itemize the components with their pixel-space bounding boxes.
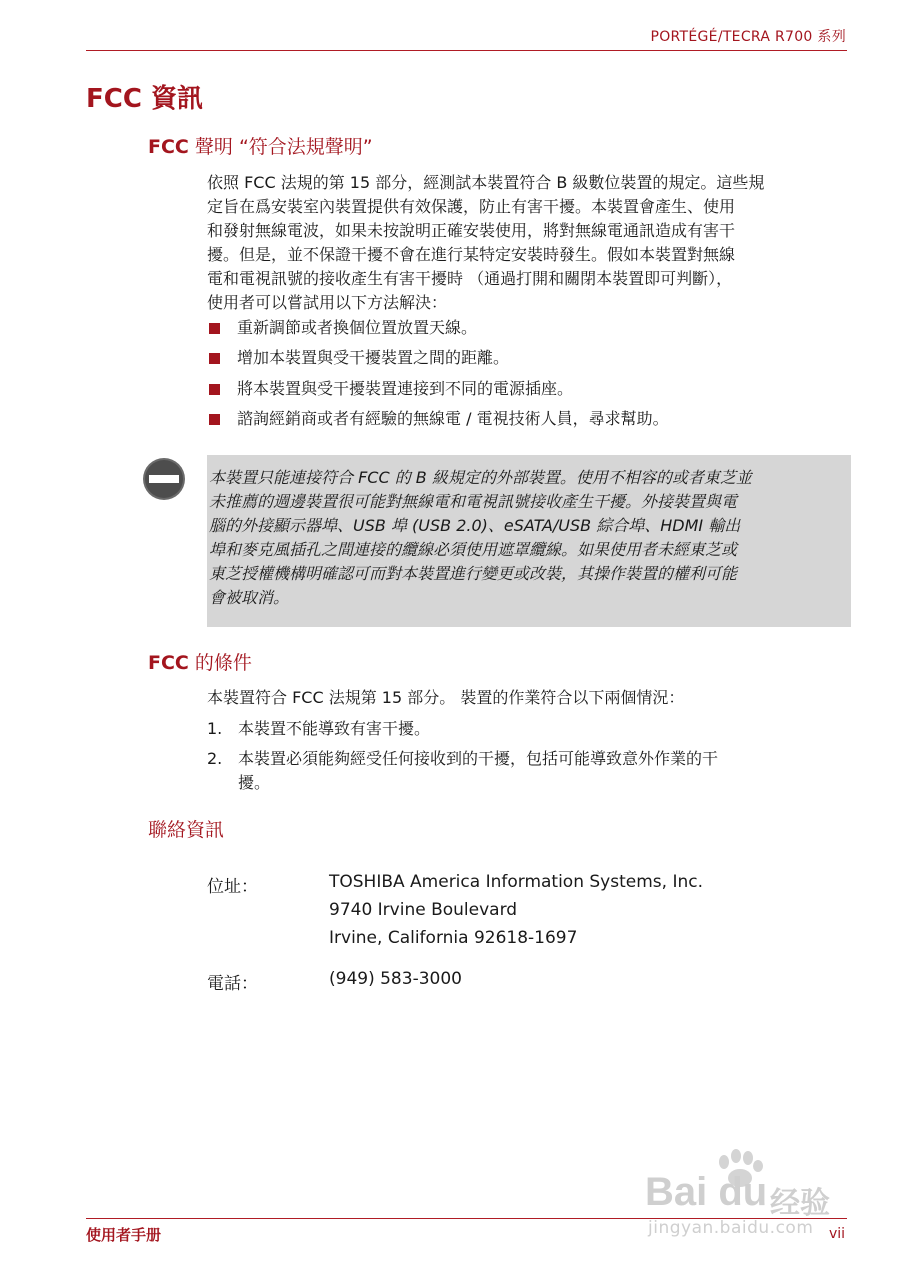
paragraph-line: 依照 FCC 法規的第 15 部分，經測試本裝置符合 B 級數位裝置的規定。這些規: [207, 173, 765, 192]
baidu-watermark: [640, 1148, 855, 1248]
address-line: 9740 Irvine Boulevard: [329, 900, 518, 920]
bullet-square-icon: [209, 323, 220, 334]
numbered-item: [207, 717, 827, 741]
bullet-text: 增加本裝置與受干擾裝置之間的距離。: [237, 348, 510, 367]
paragraph-line: 擾。但是，並不保證干擾不會在進行某特定安裝時發生。假如本裝置對無線: [207, 245, 736, 264]
bullet-item: [209, 347, 849, 369]
paragraph-line: 電和電視訊號的接收產生有害干擾時 （通過打開和關閉本裝置即可判斷），: [207, 269, 733, 288]
conditions-heading-bold: FCC: [148, 652, 189, 674]
item-text: 擾。: [238, 773, 271, 792]
bullet-item: [209, 378, 849, 400]
footer-divider: [86, 1218, 847, 1219]
watermark-url: jingyan.baidu.com: [648, 1218, 814, 1238]
watermark-chinese: 经验: [770, 1186, 830, 1221]
bullet-square-icon: [209, 353, 220, 364]
bullet-square-icon: [209, 384, 220, 395]
note-line: 埠和麥克風插孔之間連接的纜線必須使用遮罩纜線。如果使用者未經東芝或: [209, 540, 738, 559]
conditions-intro: 本裝置符合 FCC 法規第 15 部分。 裝置的作業符合以下兩個情況：: [207, 688, 685, 707]
note-line: 未推薦的週邊裝置很可能對無線電和電視訊號接收產生干擾。外接裝置與電: [209, 492, 738, 511]
item-text: 本裝置不能導致有害干擾。: [238, 719, 431, 738]
paragraph-line: 定旨在爲安裝室內裝置提供有效保護，防止有害干擾。本裝置會產生、使用: [207, 197, 736, 216]
address-line: Irvine, California 92618-1697: [329, 928, 578, 948]
watermark-brand: Bai du: [645, 1170, 768, 1214]
statement-heading: [148, 132, 373, 159]
statement-paragraph: [207, 171, 852, 315]
bullet-item: [209, 408, 849, 430]
item-number: 1.: [207, 719, 223, 738]
bullet-text: 將本裝置與受干擾裝置連接到不同的電源插座。: [237, 379, 574, 398]
statement-heading-bold: FCC: [148, 136, 189, 158]
contact-heading: 聯絡資訊: [148, 819, 225, 841]
note-line: 會被取消。: [209, 588, 290, 607]
item-text: 本裝置必須能夠經受任何接收到的干擾，包括可能導致意外作業的干: [238, 749, 719, 768]
section-title: FCC 資訊: [86, 84, 203, 114]
note-line: 東芝授權機構明確認可而對本裝置進行變更或改裝，其操作裝置的權利可能: [209, 564, 738, 583]
header-divider: [86, 50, 847, 51]
page-number: vii: [829, 1226, 846, 1242]
paragraph-line: 和發射無線電波，如果未按說明正確安裝使用，將對無線電通訊造成有害干: [207, 221, 736, 240]
conditions-heading-text: 的條件: [188, 652, 252, 674]
running-header-title: PORTÉGÉ/TECRA R700 系列: [650, 29, 846, 45]
note-line: 腦的外接顯示器埠、USB 埠 (USB 2.0)、eSATA/USB 綜合埠、HDMI 輸出: [209, 516, 741, 535]
statement-heading-text: 聲明 “符合法規聲明”: [188, 136, 373, 158]
bullet-text: 重新調節或者換個位置放置天線。: [237, 318, 478, 337]
paragraph-line: 使用者可以嘗試用以下方法解決：: [207, 293, 448, 312]
footer-label: 使用者手册: [86, 1226, 162, 1244]
note-line: 本裝置只能連接符合 FCC 的 B 級規定的外部裝置。使用不相容的或者東芝並: [209, 468, 752, 487]
bullet-square-icon: [209, 414, 220, 425]
bullet-text: 諮詢經銷商或者有經驗的無線電 / 電視技術人員，尋求幫助。: [237, 409, 669, 428]
item-number: 2.: [207, 749, 223, 768]
address-line: TOSHIBA America Information Systems, Inc.: [329, 872, 703, 892]
phone-label: 電話：: [207, 974, 258, 994]
address-label: 位址：: [207, 877, 258, 897]
no-entry-icon: [142, 457, 186, 501]
numbered-item: [207, 747, 827, 795]
phone-number: (949) 583-3000: [329, 969, 462, 989]
conditions-heading: [148, 648, 252, 675]
bullet-item: [209, 317, 849, 339]
note-text: [209, 466, 849, 610]
